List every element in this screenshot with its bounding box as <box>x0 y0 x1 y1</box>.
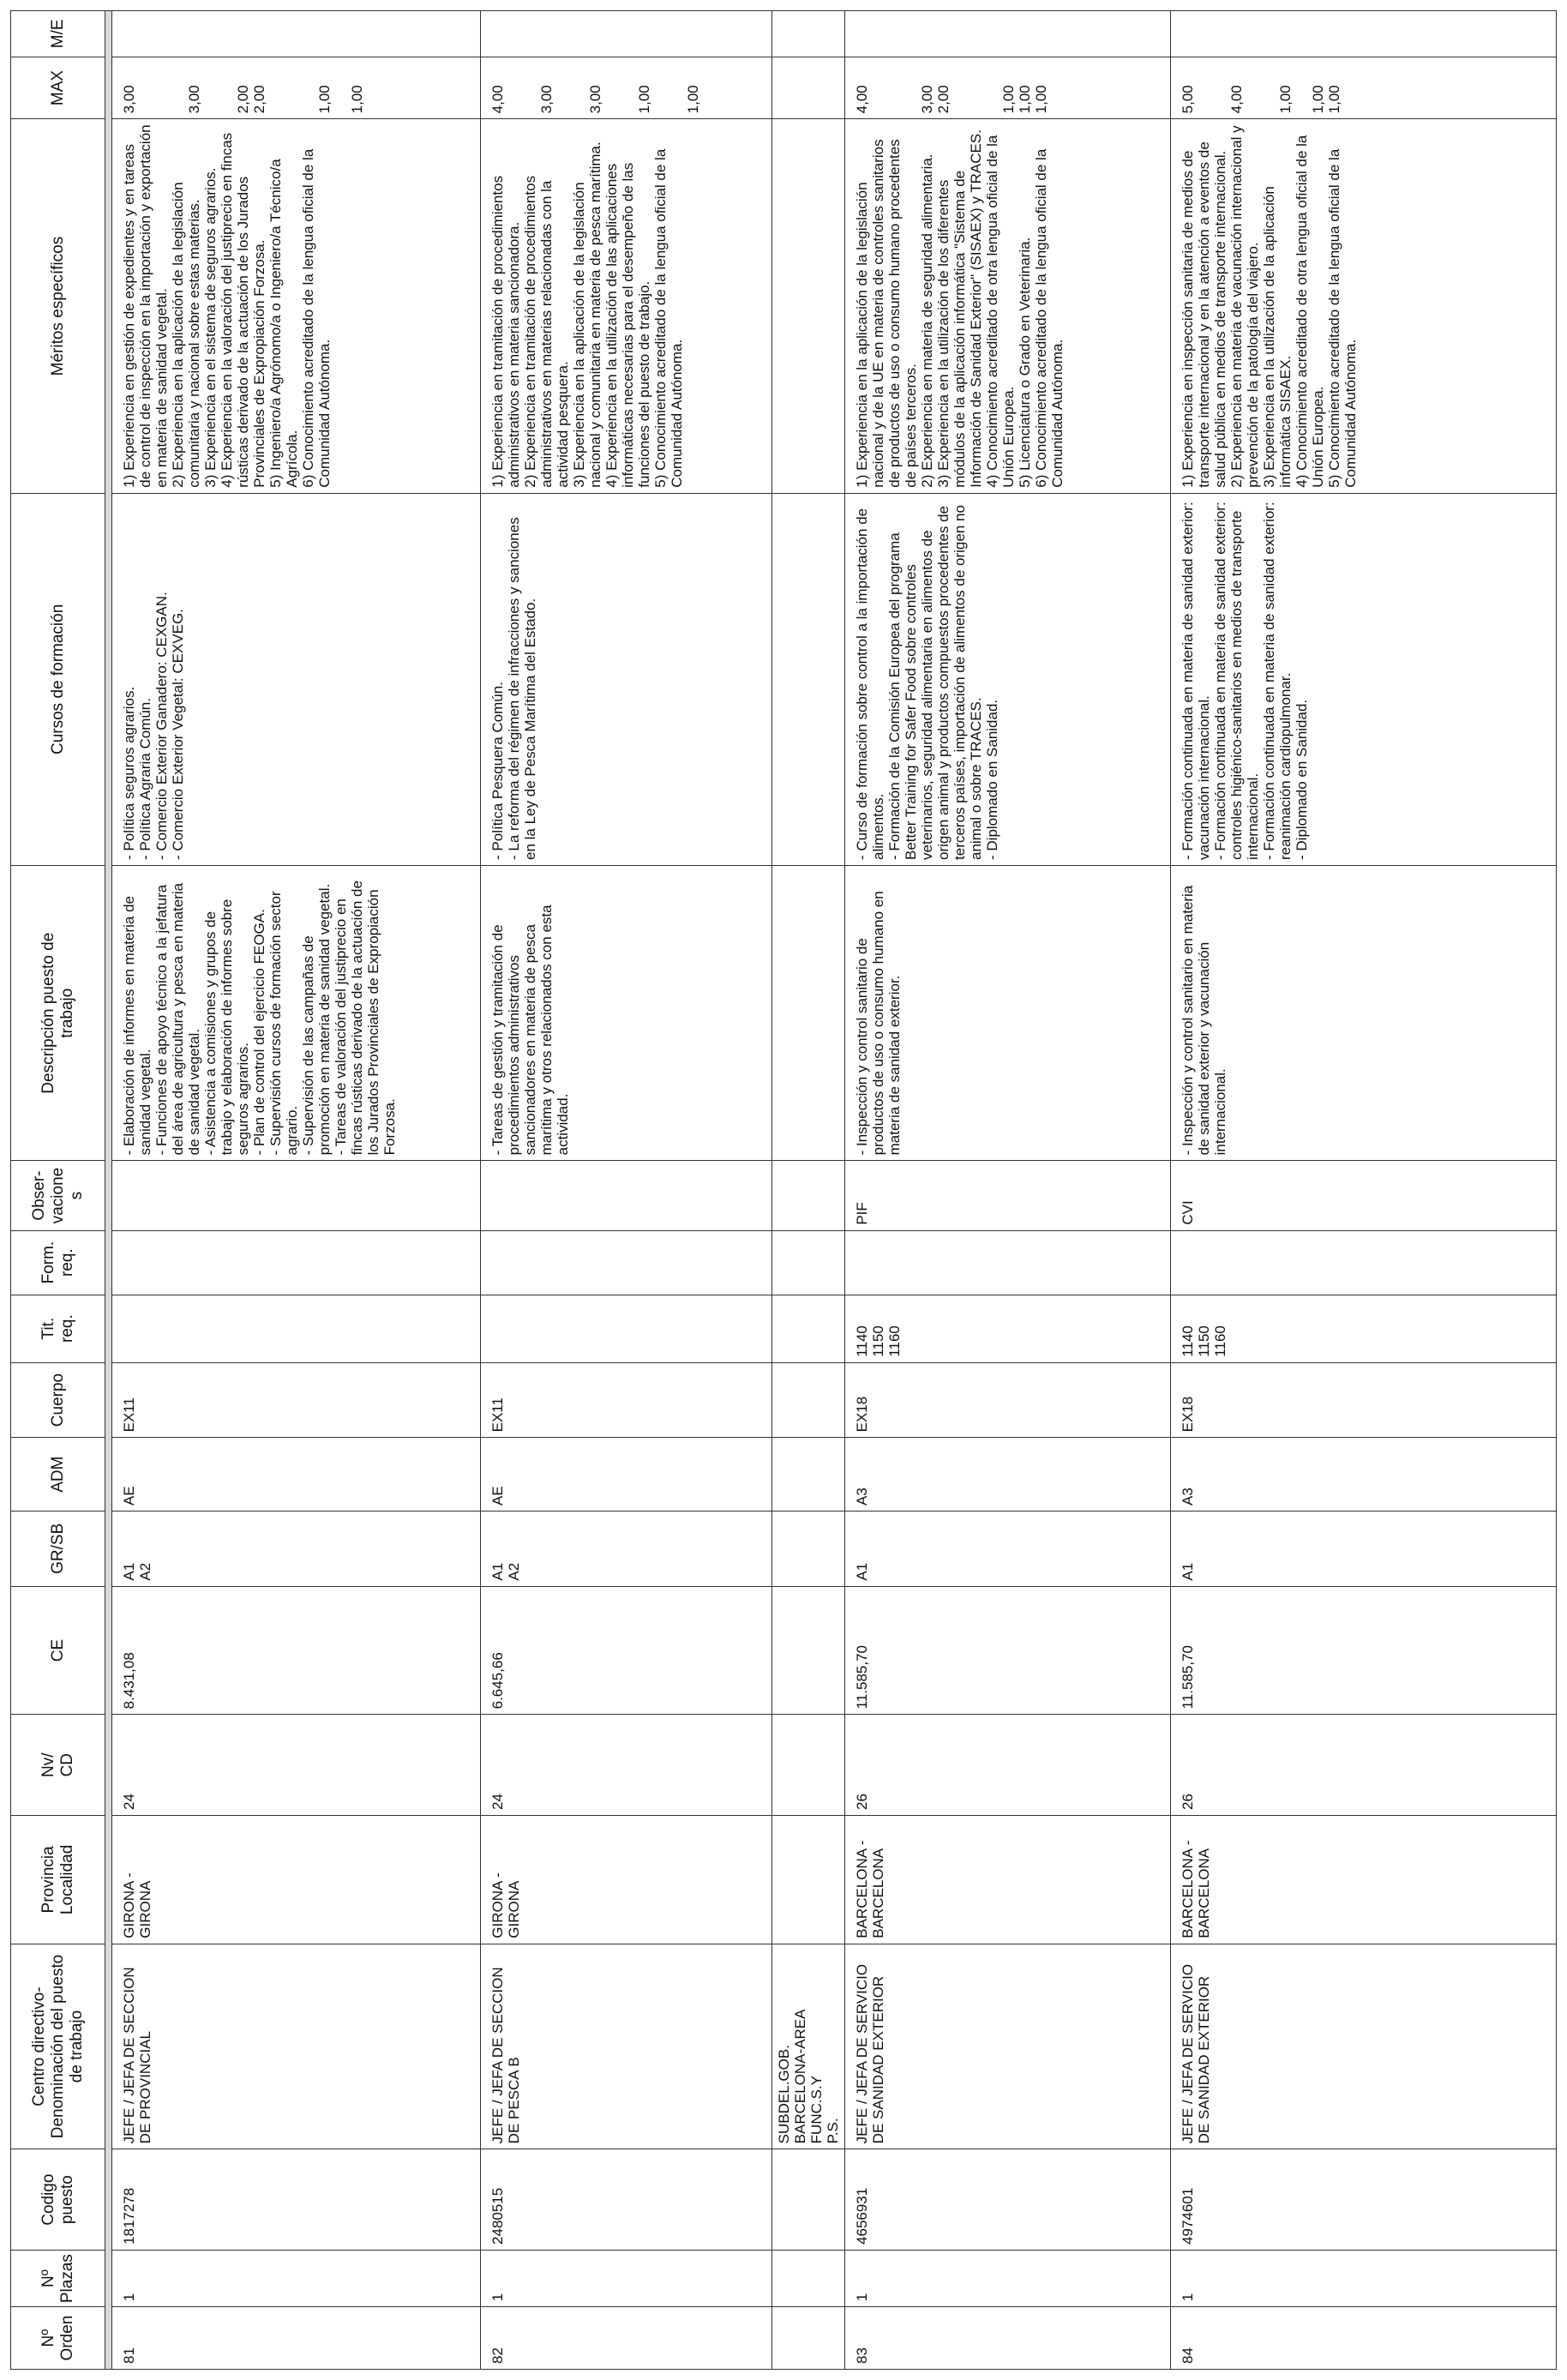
header-cursos: Cursos de formación <box>11 493 105 865</box>
cell-nivel: 26 <box>1171 1715 1557 1816</box>
cell-meritos: 1) Experiencia en la aplicación de la legislación nacional y de la UE en materia de controles sanitarios de productos de uso o consumo humano procedentes de países terceros. 2) Experiencia en materia de seguridad alimentaria. 3) Experiencia en la utilización de los diferentes módulos de la aplicación informática "Sistema de Información de Sanidad Exterior" (SISAEX) y TRACES. 4) Conocimiento acreditado de otra lengua oficial de la Unión Europea. 5) Licenciatura o Grado en Veterinaria. 6) Conocimiento acreditado de la lengua oficial de la Comunidad Autónoma. <box>845 119 1171 493</box>
cell-titulacion: 1140 1150 1160 <box>845 1295 1171 1362</box>
header-provincia: Provincia Localidad <box>11 1816 105 1944</box>
cell-ce: 8.431,08 <box>112 1586 481 1715</box>
cell-empty <box>772 1715 845 1816</box>
header-plazas: Nº Plazas <box>11 2250 105 2306</box>
header-separator <box>105 11 112 2370</box>
cell-empty <box>772 2149 845 2251</box>
cell-empty <box>772 1161 845 1230</box>
cell-plazas: 1 <box>845 2250 1171 2306</box>
cell-meritos: 1) Experiencia en inspección sanitaria de medios de transporte internacional y en la atención a eventos de salud pública en medios de transporte internacional. 2) Experiencia en materia de vacunación internacional y prevención de la patología del viajero. 3) Experiencia en la utilización de la aplicación informática SISAEX. 4) Conocimiento acreditado de otra lengua oficial de la Unión Europea. 5) Conocimiento acreditado de la lengua oficial de la Comunidad Autónoma. <box>1171 119 1557 493</box>
cell-empty <box>772 1586 845 1715</box>
cell-provincia: GIRONA - GIRONA <box>112 1816 481 1944</box>
separator-bar <box>105 11 112 2370</box>
cell-provincia: BARCELONA - BARCELONA <box>845 1816 1171 1944</box>
cell-empty <box>772 1295 845 1362</box>
cell-codigo: 1817278 <box>112 2149 481 2251</box>
cell-cuerpo: EX18 <box>1171 1362 1557 1438</box>
header-nivel: Nv/ CD <box>11 1715 105 1816</box>
cell-empty <box>772 865 845 1160</box>
cell-provincia: GIRONA - GIRONA <box>481 1816 772 1944</box>
cell-codigo: 4656931 <box>845 2149 1171 2251</box>
cell-cuerpo: EX11 <box>112 1362 481 1438</box>
cell-nivel: 26 <box>845 1715 1171 1816</box>
cell-ce: 11.585,70 <box>1171 1586 1557 1715</box>
cell-orden: 84 <box>1171 2307 1557 2370</box>
cell-descripcion: - Inspección y control sanitario en materia de sanidad exterior y vacunación internacional. <box>1171 865 1557 1160</box>
cell-observaciones <box>481 1161 772 1230</box>
cell-empty <box>772 11 845 57</box>
cell-cursos: - Política seguros agrarios. - Política Agraria Común. - Comercio Exterior Ganadero: CEXGAN. - Comercio Exterior Vegetal: CEXVEG. <box>112 493 481 865</box>
cell-observaciones <box>112 1161 481 1230</box>
header-orden: Nº Orden <box>11 2307 105 2370</box>
unit-heading-row <box>772 11 845 2370</box>
header-codigo: Codigo puesto <box>11 2149 105 2251</box>
cell-plazas: 1 <box>1171 2250 1557 2306</box>
cell-grupo: A1 A2 <box>481 1511 772 1586</box>
job-positions-table <box>10 10 1557 2370</box>
cell-max: 4,00 3,00 3,00 1,00 1,00 <box>481 57 772 119</box>
cell-empty <box>772 57 845 119</box>
cell-descripcion: - Tareas de gestión y tramitación de procedimientos administrativos sancionadores en materia de pesca marítima y otros relacionados con esta actividad. <box>481 865 772 1160</box>
cell-adm: A3 <box>845 1438 1171 1512</box>
table-row <box>845 11 1171 2370</box>
cell-formacion <box>845 1230 1171 1295</box>
header-meritos: Méritos específicos <box>11 119 105 493</box>
cell-grupo: A1 <box>845 1511 1171 1586</box>
cell-plazas: 1 <box>112 2250 481 2306</box>
cell-me <box>1171 11 1557 57</box>
cell-formacion <box>112 1230 481 1295</box>
table-row <box>481 11 772 2370</box>
header-descripcion: Descripción puesto de trabajo <box>11 865 105 1160</box>
table-row <box>1171 11 1557 2370</box>
cell-adm: AE <box>112 1438 481 1512</box>
cell-me <box>481 11 772 57</box>
cell-observaciones: PIF <box>845 1161 1171 1230</box>
table-row <box>112 11 481 2370</box>
cell-centro: JEFE / JEFA DE SERVICIO DE SANIDAD EXTERIOR <box>845 1944 1171 2149</box>
cell-codigo: 4974601 <box>1171 2149 1557 2251</box>
cell-titulacion <box>112 1295 481 1362</box>
cell-ce: 6.645,66 <box>481 1586 772 1715</box>
cell-titulacion <box>481 1295 772 1362</box>
cell-centro: JEFE / JEFA DE SECCION DE PROVINCIAL <box>112 1944 481 2149</box>
cell-empty <box>772 493 845 865</box>
cell-meritos: 1) Experiencia en tramitación de procedimientos administrativos en materia sancionadora. 2) Experiencia en tramitación de procedimientos administrativos en materias relacionadas con la actividad pesquera. 3) Experiencia en la aplicación de la legislación nacional y comunitaria en materia de pesca marítima. 4) Experiencia en la utilización de las aplicaciones informáticas necesarias para el desempeño de las funciones del puesto de trabajo. 5) Conocimiento acreditado de la lengua oficial de la Comunidad Autónoma. <box>481 119 772 493</box>
cell-nivel: 24 <box>112 1715 481 1816</box>
cell-empty <box>772 1438 845 1512</box>
cell-me <box>845 11 1171 57</box>
header-max: MAX <box>11 57 105 119</box>
header-me: M/E <box>11 11 105 57</box>
header-titulacion: Tit. req. <box>11 1295 105 1362</box>
cell-cuerpo: EX18 <box>845 1362 1171 1438</box>
cell-cursos: - Política Pesquera Común. - La reforma del régimen de infracciones y sanciones en la Ley de Pesca Marítima del Estado. <box>481 493 772 865</box>
cell-empty <box>772 119 845 493</box>
cell-observaciones: CVI <box>1171 1161 1557 1230</box>
cell-grupo: A1 A2 <box>112 1511 481 1586</box>
cell-titulacion: 1140 1150 1160 <box>1171 1295 1557 1362</box>
cell-adm: A3 <box>1171 1438 1557 1512</box>
cell-adm: AE <box>481 1438 772 1512</box>
cell-empty <box>772 1511 845 1586</box>
cell-max: 3,00 3,00 2,00 2,00 1,00 1,00 <box>112 57 481 119</box>
header-ce: CE <box>11 1586 105 1715</box>
cell-grupo: A1 <box>1171 1511 1557 1586</box>
header-observaciones: Obser- vaciones <box>11 1161 105 1230</box>
header-adm: ADM <box>11 1438 105 1512</box>
cell-empty <box>772 2250 845 2306</box>
header-grupo: GR/SB <box>11 1511 105 1586</box>
cell-plazas: 1 <box>481 2250 772 2306</box>
header-centro: Centro directivo- Denominación del puesto de trabajo <box>11 1944 105 2149</box>
cell-max: 5,00 4,00 1,00 1,00 1,00 <box>1171 57 1557 119</box>
cell-empty <box>772 2307 845 2370</box>
cell-orden: 81 <box>112 2307 481 2370</box>
cell-cursos: - Curso de formación sobre control a la importación de alimentos. - Formación de la Comisión Europea del programa Better Training for Safer Food sobre controles veterinarios, seguridad alimentaria en alimentos de origen animal y productos compuestos procedentes de terceros países, importación de alimentos de origen no animal o sobre TRACES. - Diplomado en Sanidad. <box>845 493 1171 865</box>
unit-heading: SUBDEL.GOB. BARCELONA-AREA FUNC.S.Y P.S. <box>772 1944 845 2149</box>
cell-empty <box>772 1362 845 1438</box>
cell-cursos: - Formación continuada en materia de sanidad exterior: vacunación internacional. - Formación continuada en materia de sanidad exterior: controles higiénico-sanitarios en medios de transporte internacional. - Formación continuada en materia de sanidad exterior: reanimación cardiopulmonar. - Diplomado en Sanidad. <box>1171 493 1557 865</box>
cell-ce: 11.585,70 <box>845 1586 1171 1715</box>
cell-empty <box>772 1816 845 1944</box>
cell-centro: JEFE / JEFA DE SECCION DE PESCA B <box>481 1944 772 2149</box>
cell-cuerpo: EX11 <box>481 1362 772 1438</box>
cell-me <box>112 11 481 57</box>
cell-descripcion: - Inspección y control sanitario de productos de uso o consumo humano en materia de sanidad exterior. <box>845 865 1171 1160</box>
cell-max: 4,00 3,00 2,00 1,00 1,00 1,00 <box>845 57 1171 119</box>
cell-centro: JEFE / JEFA DE SERVICIO DE SANIDAD EXTERIOR <box>1171 1944 1557 2149</box>
cell-empty <box>772 1230 845 1295</box>
header-cuerpo: Cuerpo <box>11 1362 105 1438</box>
cell-provincia: BARCELONA - BARCELONA <box>1171 1816 1557 1944</box>
cell-descripcion: - Elaboración de informes en materia de sanidad vegetal. - Funciones de apoyo técnico a la jefatura del área de agricultura y pesca en materia de sanidad vegetal. - Asistencia a comisiones y grupos de trabajo y elaboración de informes sobre seguros agrarios. - Plan de control del ejercicio FEOGA. - Supervisión cursos de formación sector agrario. - Supervisión de las campañas de promoción en materia de sanidad vegetal. - Tareas de valoración del justiprecio en fincas rústicas derivado de la actuación de los Jurados Provinciales de Expropiación Forzosa. <box>112 865 481 1160</box>
cell-orden: 82 <box>481 2307 772 2370</box>
header-formacion: Form. req. <box>11 1230 105 1295</box>
cell-codigo: 2480515 <box>481 2149 772 2251</box>
cell-nivel: 24 <box>481 1715 772 1816</box>
cell-meritos: 1) Experiencia en gestión de expedientes y en tareas de control de inspección en la importación y exportación en materia de sanidad vegetal. 2) Experiencia en la aplicación de la legislación comunitaria y nacional sobre estas materias. 3) Experiencia en el sistema de seguros agrarios. 4) Experiencia en la valoración del justiprecio en fincas rústicas derivado de la actuación de los Jurados Provinciales de Expropiación Forzosa. 5) Ingeniero/a Agrónomo/a o Ingeniero/a Técnico/a Agrícola. 6) Conocimiento acreditado de la lengua oficial de la Comunidad Autónoma. <box>112 119 481 493</box>
cell-formacion <box>1171 1230 1557 1295</box>
header-row <box>11 11 105 2370</box>
cell-orden: 83 <box>845 2307 1171 2370</box>
cell-formacion <box>481 1230 772 1295</box>
